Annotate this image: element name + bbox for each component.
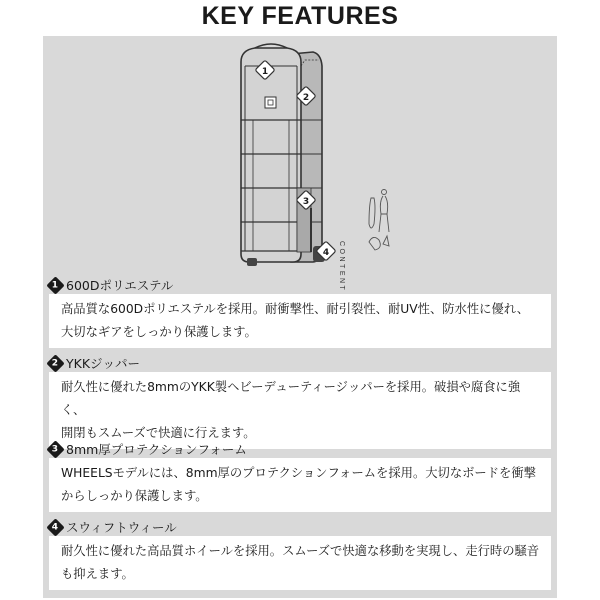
description-line: 大切なギアをしっかり保護します。 (61, 325, 257, 339)
number-badge-icon: 1 (46, 276, 64, 294)
description-line: 耐久性に優れた高品質ホイールを採用。スムーズで快適な移動を実現し、走行時の騒音 (61, 544, 540, 558)
page-title: KEY FEATURES (201, 2, 399, 30)
content-icons (369, 190, 389, 251)
feature-1-description (49, 294, 551, 348)
number-badge-icon: 2 (46, 354, 64, 372)
feature-title: スウィフトウィール (66, 520, 177, 535)
description-line: も抑えます。 (61, 567, 134, 581)
feature-3-heading (49, 440, 247, 458)
svg-text:3: 3 (302, 197, 310, 207)
number-badge-icon: 4 (46, 518, 64, 536)
board-bag-illustration (43, 36, 557, 268)
feature-title: 8mm厚プロテクションフォーム (66, 442, 247, 457)
feature-4-description (49, 536, 551, 590)
number-badge-icon: 3 (46, 440, 64, 458)
feature-4-heading (49, 518, 177, 536)
feature-title: 600Dポリエステル (66, 278, 174, 293)
features-panel (43, 36, 557, 598)
feature-2-description (49, 372, 551, 449)
svg-text:1: 1 (261, 67, 269, 77)
description-line: からしっかり保護します。 (61, 489, 208, 503)
description-line: 耐久性に優れた8mmのYKK製ヘビーデューティージッパーを採用。破損や腐食に強く、 (61, 380, 521, 417)
feature-1-heading (49, 276, 173, 294)
content-label: CONTENT (338, 241, 345, 293)
description-line: WHEELSモデルには、8mm厚のプロテクションフォームを採用。大切なボードを衝撃 (61, 466, 536, 480)
svg-text:4: 4 (322, 248, 330, 258)
svg-text:2: 2 (302, 93, 310, 103)
feature-3-description (49, 458, 551, 512)
description-line: 高品質な600Dポリエステルを採用。耐衝撃性、耐引裂性、耐UV性、防水性に優れ、 (61, 302, 530, 316)
description-line: 開閉もスムーズで快適に行えます。 (61, 426, 256, 440)
feature-title: YKKジッパー (66, 356, 141, 371)
feature-2-heading (49, 354, 140, 372)
